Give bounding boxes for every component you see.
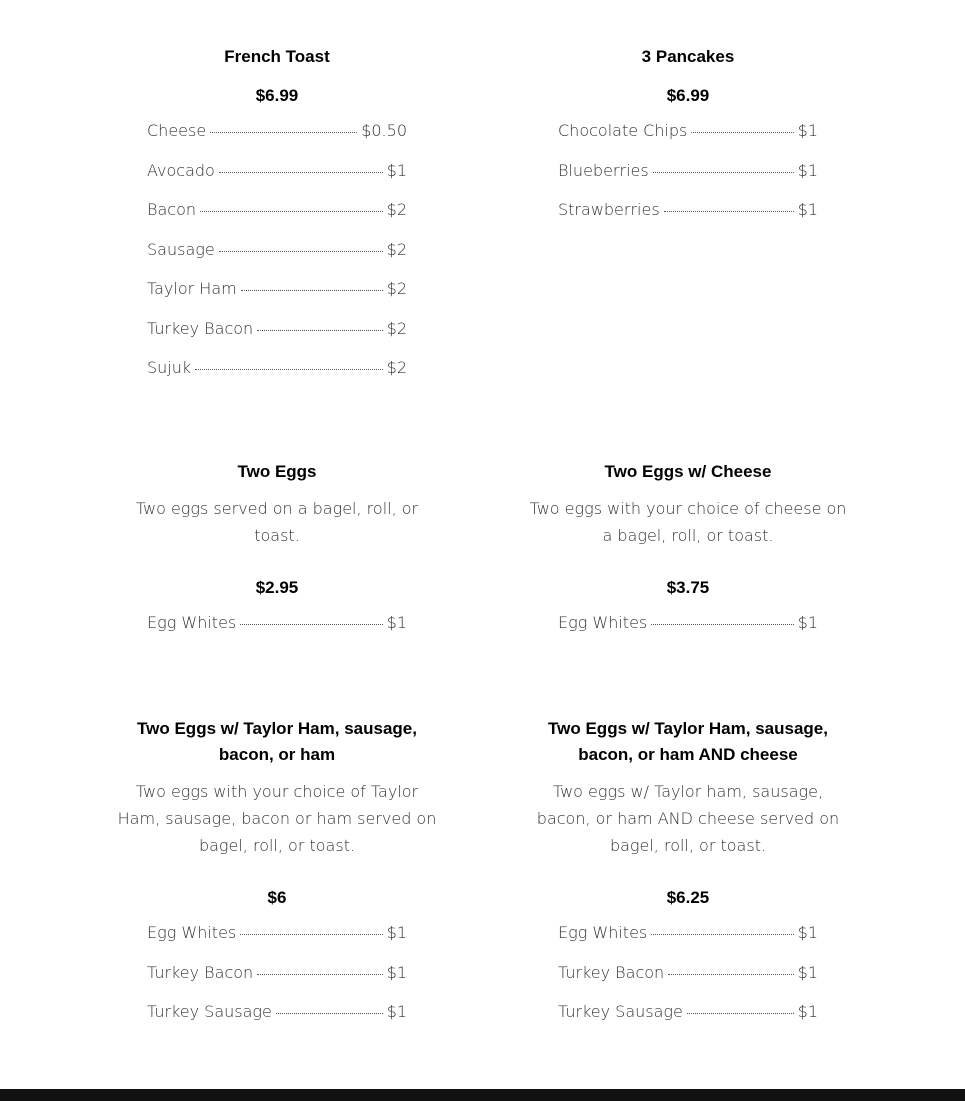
menu-item-3-pancakes: [528, 44, 848, 240]
item-description: Two eggs w/ Taylor ham, sausage, bacon, or ham AND cheese served on bagel, roll, or toast.: [536, 782, 840, 855]
dot-leader: [651, 934, 793, 935]
dot-leader: [200, 211, 383, 212]
addon-name: Blueberries: [558, 160, 649, 180]
addon-list: [558, 121, 818, 240]
footer-bar: [0, 1089, 965, 1101]
menu-item-two-eggs-meat-cheese: [528, 716, 848, 1042]
addon-price: $1: [797, 160, 818, 180]
item-title: Two Eggs w/ Taylor Ham, sausage, bacon, or ham: [137, 719, 417, 764]
addon-name: Turkey Sausage: [147, 1002, 272, 1021]
dot-leader: [664, 211, 794, 212]
item-title: Two Eggs w/ Cheese: [604, 462, 772, 481]
addon-row: [558, 121, 818, 161]
addon-price: $1: [386, 613, 407, 632]
addon-row: [558, 963, 818, 1003]
addon-row: [147, 161, 407, 201]
addon-price: $1: [797, 613, 818, 632]
addon-list: [147, 923, 407, 1042]
item-price: $6.25: [666, 888, 710, 907]
addon-price: $2: [386, 358, 407, 377]
addon-list: [147, 121, 407, 398]
item-price: $3.75: [666, 578, 710, 597]
addon-price: $1: [386, 1002, 407, 1021]
addon-name: Egg Whites: [558, 923, 648, 942]
dot-leader: [687, 1013, 794, 1014]
addon-price: $1: [386, 962, 407, 982]
menu-item-two-eggs: [117, 459, 437, 653]
addon-name: Bacon: [147, 200, 197, 219]
addon-name: Taylor Ham: [147, 279, 237, 298]
addon-row: [147, 358, 407, 398]
item-title: Two Eggs: [237, 462, 317, 481]
addon-price: $1: [797, 121, 818, 140]
addon-row: [147, 240, 407, 280]
addon-row: [147, 923, 407, 963]
addon-row: [147, 613, 407, 653]
addon-row: [558, 161, 818, 201]
menu-item-two-eggs-cheese: [528, 459, 848, 653]
item-description: Two eggs with your choice of Taylor Ham, sausage, bacon or ham served on bagel, roll, or toast.: [117, 782, 437, 855]
addon-row: [147, 1002, 407, 1042]
addon-price: $2: [386, 239, 407, 259]
addon-row: [558, 923, 818, 963]
addon-row: [147, 319, 407, 359]
addon-row: [558, 200, 818, 240]
addon-price: $1: [386, 923, 407, 942]
dot-leader: [219, 172, 383, 173]
dot-leader: [241, 290, 383, 291]
dot-leader: [276, 1013, 383, 1014]
dot-leader: [668, 974, 793, 975]
addon-name: Egg Whites: [147, 923, 237, 942]
menu-item-french-toast: [117, 44, 437, 398]
dot-leader: [219, 251, 383, 252]
addon-row: [147, 279, 407, 319]
dot-leader: [691, 132, 793, 133]
item-title: French Toast: [224, 47, 330, 66]
addon-price: $1: [797, 962, 818, 982]
addon-price: $2: [386, 318, 407, 338]
dot-leader: [257, 974, 382, 975]
dot-leader: [195, 369, 382, 370]
item-description: Two eggs with your choice of cheese on a bagel, roll, or toast.: [529, 499, 847, 545]
item-title: 3 Pancakes: [641, 47, 735, 66]
addon-price: $1: [797, 200, 818, 219]
addon-name: Turkey Bacon: [147, 318, 254, 338]
item-description: Two eggs served on a bagel, roll, or toast.: [135, 499, 419, 545]
item-price: $2.95: [255, 578, 299, 597]
addon-price: $1: [797, 1002, 818, 1021]
dot-leader: [653, 172, 794, 173]
dot-leader: [240, 934, 382, 935]
addon-name: Sujuk: [147, 358, 192, 377]
addon-price: $1: [386, 160, 407, 180]
addon-name: Sausage: [147, 239, 215, 259]
addon-name: Chocolate Chips: [558, 121, 688, 140]
addon-row: [147, 121, 407, 161]
item-price: $6.99: [666, 86, 710, 105]
addon-price: $1: [797, 923, 818, 942]
addon-name: Avocado: [147, 160, 215, 180]
addon-row: [558, 613, 818, 653]
addon-list: [558, 613, 818, 653]
addon-name: Cheese: [147, 121, 207, 140]
addon-row: [147, 200, 407, 240]
addon-list: [558, 923, 818, 1042]
addon-name: Turkey Sausage: [558, 1002, 683, 1021]
item-title: Two Eggs w/ Taylor Ham, sausage, bacon, or ham AND cheese: [548, 719, 828, 764]
addon-price: $0.50: [361, 121, 407, 140]
dot-leader: [210, 132, 357, 133]
addon-name: Egg Whites: [147, 613, 237, 632]
dot-leader: [651, 624, 793, 625]
menu-item-two-eggs-meat: [117, 716, 437, 1042]
addon-price: $2: [386, 279, 407, 298]
dot-leader: [257, 330, 382, 331]
addon-row: [558, 1002, 818, 1042]
item-price: $6.99: [255, 86, 299, 105]
addon-name: Turkey Bacon: [558, 962, 665, 982]
addon-row: [147, 963, 407, 1003]
addon-name: Strawberries: [558, 200, 660, 219]
item-price: $6: [267, 888, 287, 907]
addon-price: $2: [386, 200, 407, 219]
addon-name: Egg Whites: [558, 613, 648, 632]
dot-leader: [240, 624, 382, 625]
addon-list: [147, 613, 407, 653]
addon-name: Turkey Bacon: [147, 962, 254, 982]
